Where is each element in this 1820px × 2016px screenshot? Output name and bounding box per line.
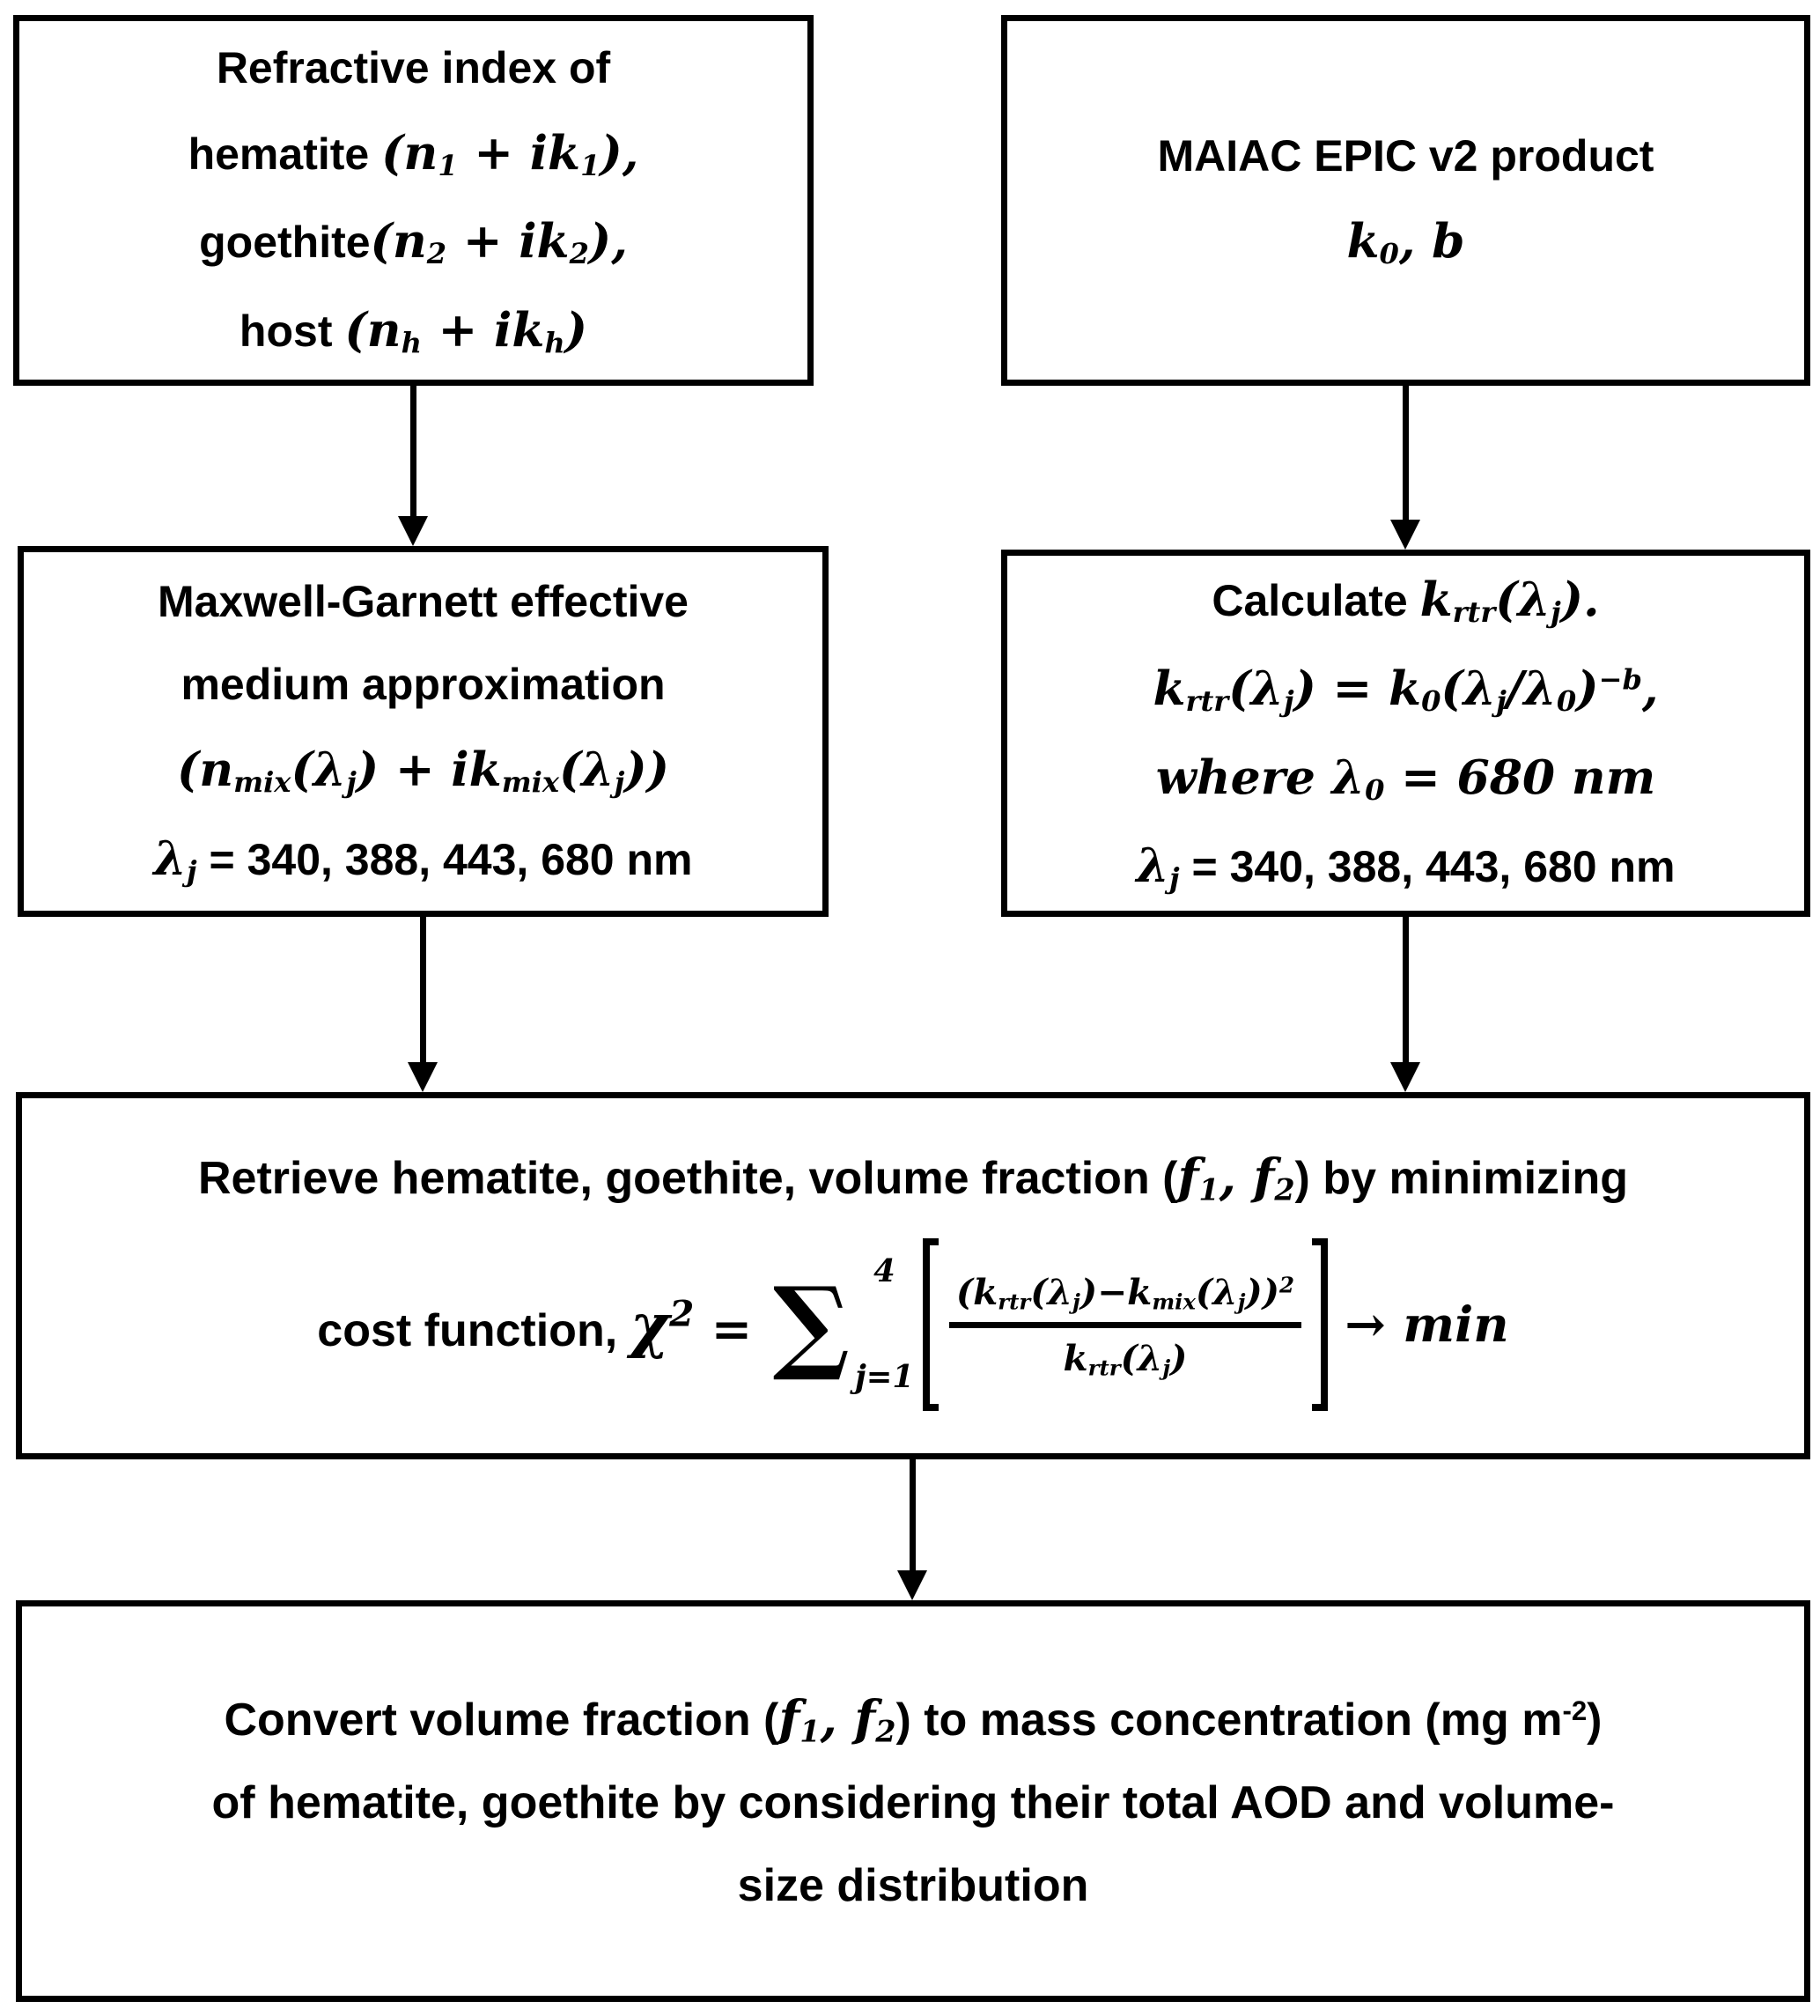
arrowhead-box5-to-box6 xyxy=(897,1570,927,1600)
text-line: Retrieve hematite, goethite, volume fraction ($f_1$, $f_2$) by minimizing xyxy=(198,1148,1628,1207)
fraction xyxy=(949,1271,1301,1379)
text-line: Maxwell-Garnett effective xyxy=(158,576,689,626)
text-line: $k_{rtr}(\lambda_j) = k_0(\lambda_j/\lambda_0)^{-b}$, xyxy=(1153,660,1659,718)
text-line: medium approximation xyxy=(181,659,666,709)
text-line: $(n_{mix}(\lambda_j) + ik_{mix}(\lambda_j))$ xyxy=(176,741,670,799)
formula-rhs: → min xyxy=(1327,1296,1509,1354)
text-line: host $(n_h + ik_h)$ xyxy=(239,301,588,359)
text-line: $\lambda_j = 340$, 388, 443, 680 nm xyxy=(1136,838,1676,896)
text-line: Convert volume fraction ($f_1$, $f_2$) to mass concentration (mg $m^{-2}$) xyxy=(224,1689,1603,1749)
box-maxwell-garnett-approximation xyxy=(18,546,829,917)
text-line: hematite $(n_1 + ik_1)$, xyxy=(188,124,639,182)
arrow-line-box1-to-box3 xyxy=(410,386,416,520)
summation-limits xyxy=(854,1253,914,1396)
fraction-bar xyxy=(949,1322,1301,1328)
summation-upper-limit: 4 xyxy=(873,1253,895,1290)
summation xyxy=(772,1253,914,1396)
text-line: $\lambda_j = 340$, 388, 443, 680 nm xyxy=(153,830,693,888)
box-calculate-krtr xyxy=(1001,550,1810,917)
arrow-line-box4-to-box5 xyxy=(1403,917,1409,1064)
text-line: where $\lambda_0 = 680$ nm xyxy=(1155,749,1656,807)
summation-lower-limit: j=1 xyxy=(854,1359,914,1396)
text-line: Calculate $k_{rtr}(\lambda_j)$. xyxy=(1212,572,1600,630)
sigma-symbol: ∑ xyxy=(772,1264,850,1385)
cost-function-formula xyxy=(317,1238,1508,1411)
arrowhead-box2-to-box4 xyxy=(1390,520,1420,550)
box-convert-to-mass-concentration xyxy=(16,1600,1810,2002)
arrowhead-box4-to-box5 xyxy=(1390,1062,1420,1092)
right-bracket xyxy=(1312,1238,1328,1411)
arrowhead-box3-to-box5 xyxy=(408,1062,438,1092)
box-retrieve-volume-fractions xyxy=(16,1092,1810,1459)
text-line: Refractive index of xyxy=(216,42,611,92)
fraction-numerator: $(k_{rtr}(\lambda_j)-k_{mix}(\lambda_j))^2$ xyxy=(955,1270,1294,1315)
fraction-denominator: $k_{rtr}(\lambda_j)$ xyxy=(1063,1336,1188,1381)
text-line: size distribution xyxy=(737,1859,1089,1911)
text-line: MAIAC EPIC v2 product xyxy=(1157,131,1654,181)
text-line: of hematite, goethite by considering their total AOD and volume- xyxy=(211,1776,1615,1828)
text-line: $goethite(n_2 + ik_2)$, xyxy=(199,213,628,271)
text-line: $k_0$, b xyxy=(1346,213,1465,271)
left-bracket xyxy=(923,1238,939,1411)
box-maiac-epic-product xyxy=(1001,15,1810,386)
arrow-line-box5-to-box6 xyxy=(910,1459,916,1572)
box-refractive-index-inputs xyxy=(13,15,814,386)
arrow-line-box2-to-box4 xyxy=(1403,386,1409,523)
formula-lhs: cost function, $\chi^2$ = xyxy=(317,1289,770,1360)
arrowhead-box1-to-box3 xyxy=(398,516,428,546)
arrow-line-box3-to-box5 xyxy=(420,917,426,1064)
